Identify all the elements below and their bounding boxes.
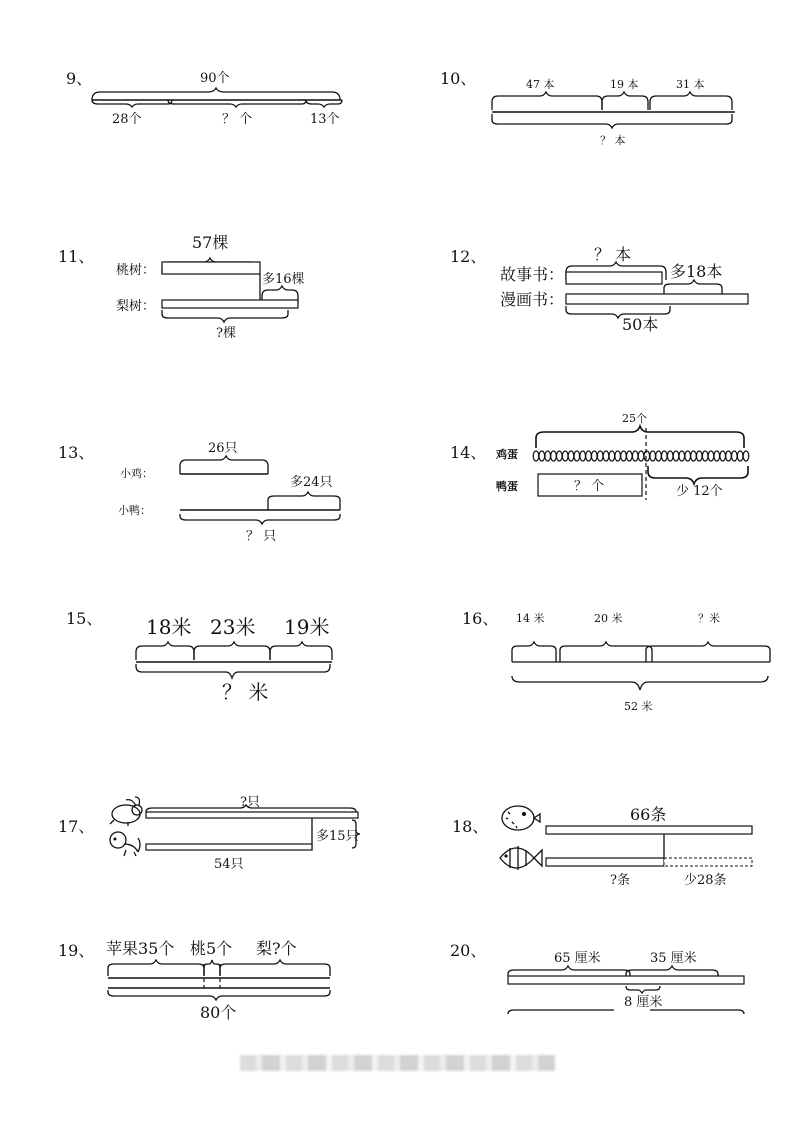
top-label: 25个 <box>622 412 647 425</box>
egg-circle <box>702 451 708 461</box>
egg-circle <box>621 451 627 461</box>
bottom-label: ?条 <box>610 873 630 888</box>
top-brace <box>536 426 744 448</box>
part-a-label: 28个 <box>112 112 142 127</box>
part-b-label: 35 厘米 <box>650 951 697 966</box>
problem-17 <box>58 795 360 872</box>
egg-circle <box>667 451 673 461</box>
egg-circle <box>726 451 732 461</box>
total-label: ？ 只 <box>246 529 277 544</box>
total-brace <box>492 114 732 128</box>
egg-circle <box>691 451 697 461</box>
overlap-label: 8 厘米 <box>624 995 663 1010</box>
egg-circle <box>732 451 738 461</box>
egg-circle <box>545 451 551 461</box>
egg-circle <box>737 451 743 461</box>
part-c-label: 梨?个 <box>256 939 297 958</box>
part-b-label: 桃5个 <box>190 939 233 958</box>
problem-15 <box>66 609 332 704</box>
total-brace <box>108 990 330 1000</box>
part-b-label: ？ 个 <box>222 112 253 127</box>
row2-label: 梨树： <box>116 299 156 314</box>
total-label: 90个 <box>200 71 230 86</box>
egg-circle <box>539 451 545 461</box>
rabbit-bar <box>146 812 358 818</box>
brace-c <box>306 100 342 107</box>
problem-13 <box>58 441 340 544</box>
pear-bar <box>162 300 298 308</box>
chicken-egg-row <box>533 451 749 461</box>
problem-19 <box>58 939 330 1022</box>
brace-a <box>508 966 630 976</box>
length-bar <box>508 976 744 984</box>
problem-number: 9、 <box>66 69 93 88</box>
brace-c <box>270 642 332 660</box>
total-brace-partial <box>508 1010 744 1014</box>
total-label: 52 米 <box>624 700 653 713</box>
total-label: ?棵 <box>216 326 236 341</box>
top-label: 57棵 <box>192 233 229 252</box>
egg-circle <box>562 451 568 461</box>
brace-a <box>92 100 172 107</box>
egg-circle <box>551 451 557 461</box>
egg-circle <box>597 451 603 461</box>
problem-number: 16、 <box>462 609 499 628</box>
problem-18 <box>452 805 752 888</box>
egg-circle <box>568 451 574 461</box>
less-label: 少28条 <box>684 873 727 888</box>
top-label: 66条 <box>630 805 667 824</box>
total-label: ？ 本 <box>600 134 626 147</box>
problem-number: 18、 <box>452 817 489 836</box>
top-label: ?只 <box>240 795 260 810</box>
brace-c <box>220 960 330 976</box>
problem-number: 20、 <box>450 941 487 960</box>
brace-b <box>602 92 648 110</box>
brace-a <box>108 960 204 976</box>
more-brace <box>664 280 722 294</box>
problem-16 <box>462 609 770 713</box>
egg-circle <box>685 451 691 461</box>
footer-watermark <box>240 1055 555 1071</box>
problem-number: 15、 <box>66 609 103 628</box>
row1-label: 桃树： <box>116 263 156 278</box>
egg-circle <box>679 451 685 461</box>
total-brace <box>180 514 340 524</box>
egg-circle <box>673 451 679 461</box>
egg-circle <box>708 451 714 461</box>
problem-number: 17、 <box>58 817 95 836</box>
egg-circle <box>656 451 662 461</box>
angelfish-icon <box>500 846 542 870</box>
brace-b <box>626 966 718 976</box>
egg-circle <box>638 451 644 461</box>
brace-b <box>204 960 220 976</box>
problem-number: 11、 <box>58 247 95 266</box>
part-a-label: 47 本 <box>526 78 555 91</box>
angelfish-bar <box>546 858 664 866</box>
total-brace <box>136 664 330 678</box>
part-b-label: 19 本 <box>610 78 639 91</box>
total-label: 50本 <box>622 315 659 334</box>
problem-number: 19、 <box>58 941 95 960</box>
egg-circle <box>592 451 598 461</box>
monkey-icon <box>110 832 140 856</box>
top-brace <box>180 456 268 474</box>
bottom-label: 54只 <box>214 857 244 872</box>
total-brace <box>92 88 340 100</box>
egg-circle <box>580 451 586 461</box>
less-brace <box>648 466 748 484</box>
top-label: ？ 本 <box>594 245 632 264</box>
egg-circle <box>743 451 749 461</box>
row1-label: 故事书： <box>500 265 565 284</box>
less-label: 少 12个 <box>676 484 723 499</box>
more-label: 多24只 <box>290 475 333 490</box>
brace-b <box>194 642 270 660</box>
more-label: 多16棵 <box>262 272 305 287</box>
part-a-label: 苹果35个 <box>106 939 175 958</box>
peach-bar <box>162 262 260 274</box>
egg-circle <box>533 451 539 461</box>
egg-circle <box>627 451 633 461</box>
story-book-bar <box>566 272 662 284</box>
more-label: 多18本 <box>670 262 723 281</box>
less-dashed-bar <box>664 858 752 866</box>
egg-circle <box>650 451 656 461</box>
total-label: 80个 <box>200 1003 237 1022</box>
part-c-label: 31 本 <box>676 78 705 91</box>
brace-b <box>560 642 652 662</box>
part-b-label: 23米 <box>210 615 256 639</box>
egg-circle <box>632 451 638 461</box>
part-a-label: 65 厘米 <box>554 951 601 966</box>
problem-11 <box>58 233 305 341</box>
part-c-label: 19米 <box>284 615 330 639</box>
comic-book-bar <box>566 294 748 304</box>
part-c-label: ？米 <box>698 612 720 625</box>
egg-circle <box>574 451 580 461</box>
row1-label: 鸡蛋 <box>496 448 518 461</box>
brace-c <box>650 92 732 110</box>
egg-circle <box>662 451 668 461</box>
row2-label: 漫画书： <box>500 290 565 309</box>
egg-circle <box>714 451 720 461</box>
egg-circle <box>615 451 621 461</box>
egg-circle <box>603 451 609 461</box>
overlap-brace <box>626 986 660 993</box>
fish-bar <box>546 826 752 834</box>
box-label: ？ 个 <box>574 479 605 494</box>
top-label: 26只 <box>208 441 238 456</box>
problem-number: 13、 <box>58 443 95 462</box>
total-brace <box>512 676 768 690</box>
egg-circle <box>697 451 703 461</box>
brace-c <box>646 642 770 662</box>
problem-number: 14、 <box>450 443 487 462</box>
row2-label: 小鸭： <box>118 504 151 517</box>
total-brace <box>162 310 288 322</box>
problem-14 <box>450 412 749 500</box>
egg-circle <box>644 451 650 461</box>
problem-number: 12、 <box>450 247 487 266</box>
part-c-label: 13个 <box>310 112 340 127</box>
pufferfish-icon <box>502 806 540 830</box>
brace-a <box>512 642 556 662</box>
problem-number: 10、 <box>440 69 477 88</box>
rabbit-icon <box>110 797 142 826</box>
total-label: ？ 米 <box>222 680 269 704</box>
problem-9 <box>66 69 342 127</box>
problem-10 <box>440 69 735 147</box>
problem-12 <box>450 245 748 334</box>
egg-circle <box>557 451 563 461</box>
egg-circle <box>609 451 615 461</box>
problem-20 <box>450 941 744 1014</box>
brace-b <box>168 100 306 107</box>
row1-label: 小鸡： <box>120 467 153 480</box>
monkey-bar <box>146 844 312 850</box>
brace-a <box>492 92 602 110</box>
egg-circle <box>586 451 592 461</box>
brace-a <box>136 642 194 660</box>
more-brace <box>268 492 340 510</box>
part-b-label: 20 米 <box>594 612 623 625</box>
part-a-label: 14 米 <box>516 612 545 625</box>
part-a-label: 18米 <box>146 615 192 639</box>
more-label: 多15只 <box>316 829 359 844</box>
row2-label: 鸭蛋 <box>496 480 518 493</box>
egg-circle <box>720 451 726 461</box>
